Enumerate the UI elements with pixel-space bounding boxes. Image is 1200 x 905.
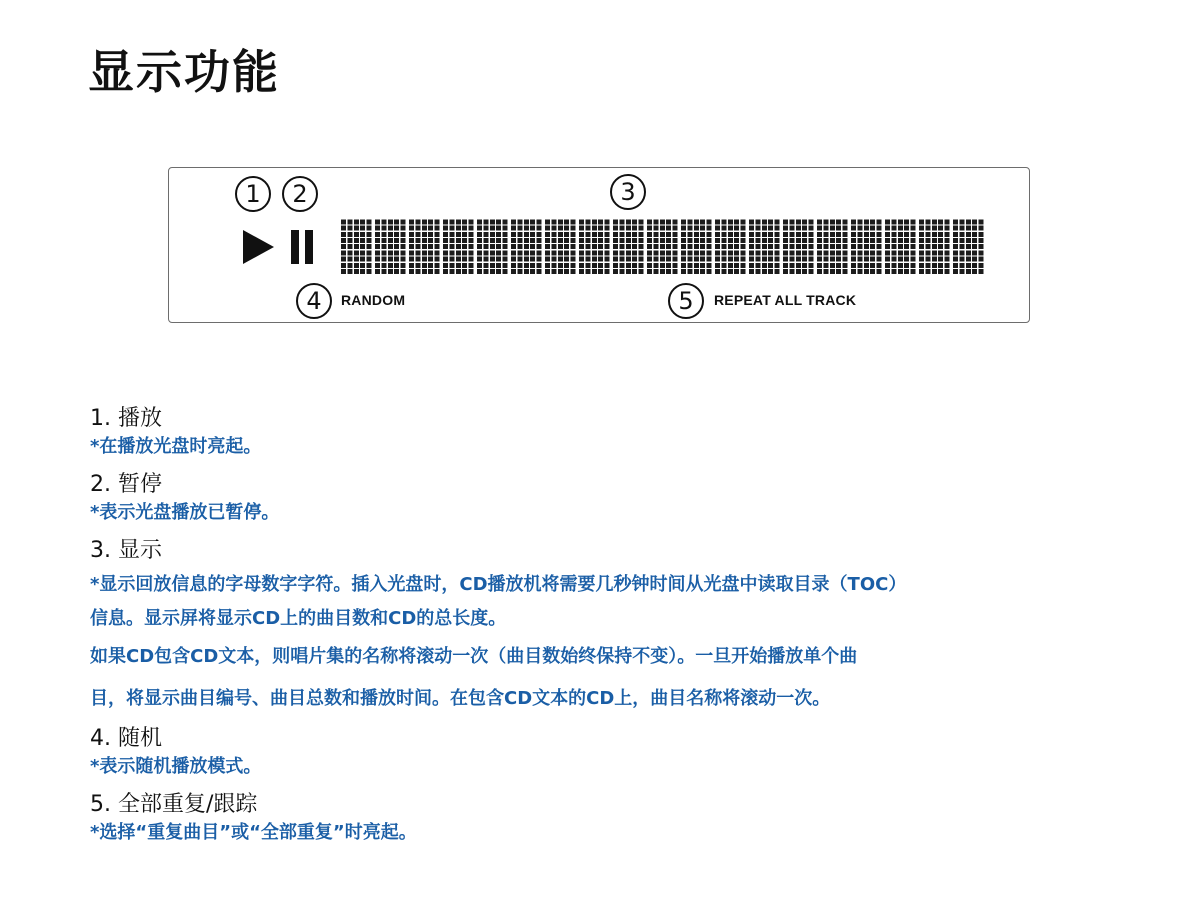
- dot-matrix-display: [341, 218, 986, 274]
- dot-matrix-char-cell: [817, 218, 849, 274]
- dot-matrix-char-cell: [375, 218, 407, 274]
- list-item-repeat: [90, 790, 1150, 846]
- dot-matrix-char-cell: [477, 218, 509, 274]
- item-desc: 信息。显示屏将显示CD上的曲目数和CD的总长度。: [90, 608, 507, 629]
- dot-matrix-char-cell: [579, 218, 611, 274]
- page-title: 显示功能: [88, 45, 280, 99]
- dot-matrix-char-cell: [783, 218, 815, 274]
- item-heading: 4. 随机: [90, 726, 162, 751]
- play-icon: [243, 230, 274, 264]
- item-heading: 1. 播放: [90, 406, 162, 431]
- dot-matrix-char-cell: [647, 218, 679, 274]
- item-desc: 如果CD包含CD文本，则唱片集的名称将滚动一次（曲目数始终保持不变）。一旦开始播放单个曲: [90, 646, 858, 667]
- dot-matrix-char-cell: [409, 218, 441, 274]
- list-item-display: [90, 536, 1150, 718]
- list-item-random: [90, 724, 1150, 780]
- dot-matrix-char-cell: [443, 218, 475, 274]
- item-desc: 目，将显示曲目编号、曲目总数和播放时间。在包含CD文本的CD上，曲目名称将滚动一次。: [90, 688, 831, 709]
- callout-4: 4: [296, 283, 332, 319]
- dot-matrix-char-cell: [885, 218, 917, 274]
- dot-matrix-char-cell: [545, 218, 577, 274]
- item-desc: *选择“重复曲目”或“全部重复”时亮起。: [90, 822, 417, 843]
- dot-matrix-char-cell: [341, 218, 373, 274]
- pause-icon: [291, 230, 313, 264]
- dot-matrix-char-cell: [851, 218, 883, 274]
- dot-matrix-char-cell: [953, 218, 985, 274]
- item-desc: *显示回放信息的字母数字字符。插入光盘时，CD播放机将需要几秒钟时间从光盘中读取目录（TOC）: [90, 574, 907, 595]
- item-heading: 5. 全部重复/跟踪: [90, 792, 258, 817]
- item-heading: 3. 显示: [90, 538, 162, 563]
- callout-1: 1: [235, 176, 271, 212]
- dot-matrix-char-cell: [681, 218, 713, 274]
- callout-5: 5: [668, 283, 704, 319]
- function-list: [90, 404, 1150, 846]
- dot-matrix-char-cell: [613, 218, 645, 274]
- dot-matrix-char-cell: [749, 218, 781, 274]
- list-item-play: [90, 404, 1150, 460]
- dot-matrix-char-cell: [919, 218, 951, 274]
- item-desc: *表示光盘播放已暂停。: [90, 502, 280, 523]
- dot-matrix-char-cell: [715, 218, 747, 274]
- random-label: RANDOM: [341, 292, 406, 308]
- item-desc: *在播放光盘时亮起。: [90, 436, 262, 457]
- display-panel: [168, 167, 1030, 323]
- list-item-pause: [90, 470, 1150, 526]
- item-heading: 2. 暂停: [90, 472, 162, 497]
- item-desc: *表示随机播放模式。: [90, 756, 262, 777]
- repeat-all-track-label: REPEAT ALL TRACK: [714, 292, 857, 308]
- dot-matrix-char-cell: [511, 218, 543, 274]
- callout-2: 2: [282, 176, 318, 212]
- callout-3: 3: [610, 174, 646, 210]
